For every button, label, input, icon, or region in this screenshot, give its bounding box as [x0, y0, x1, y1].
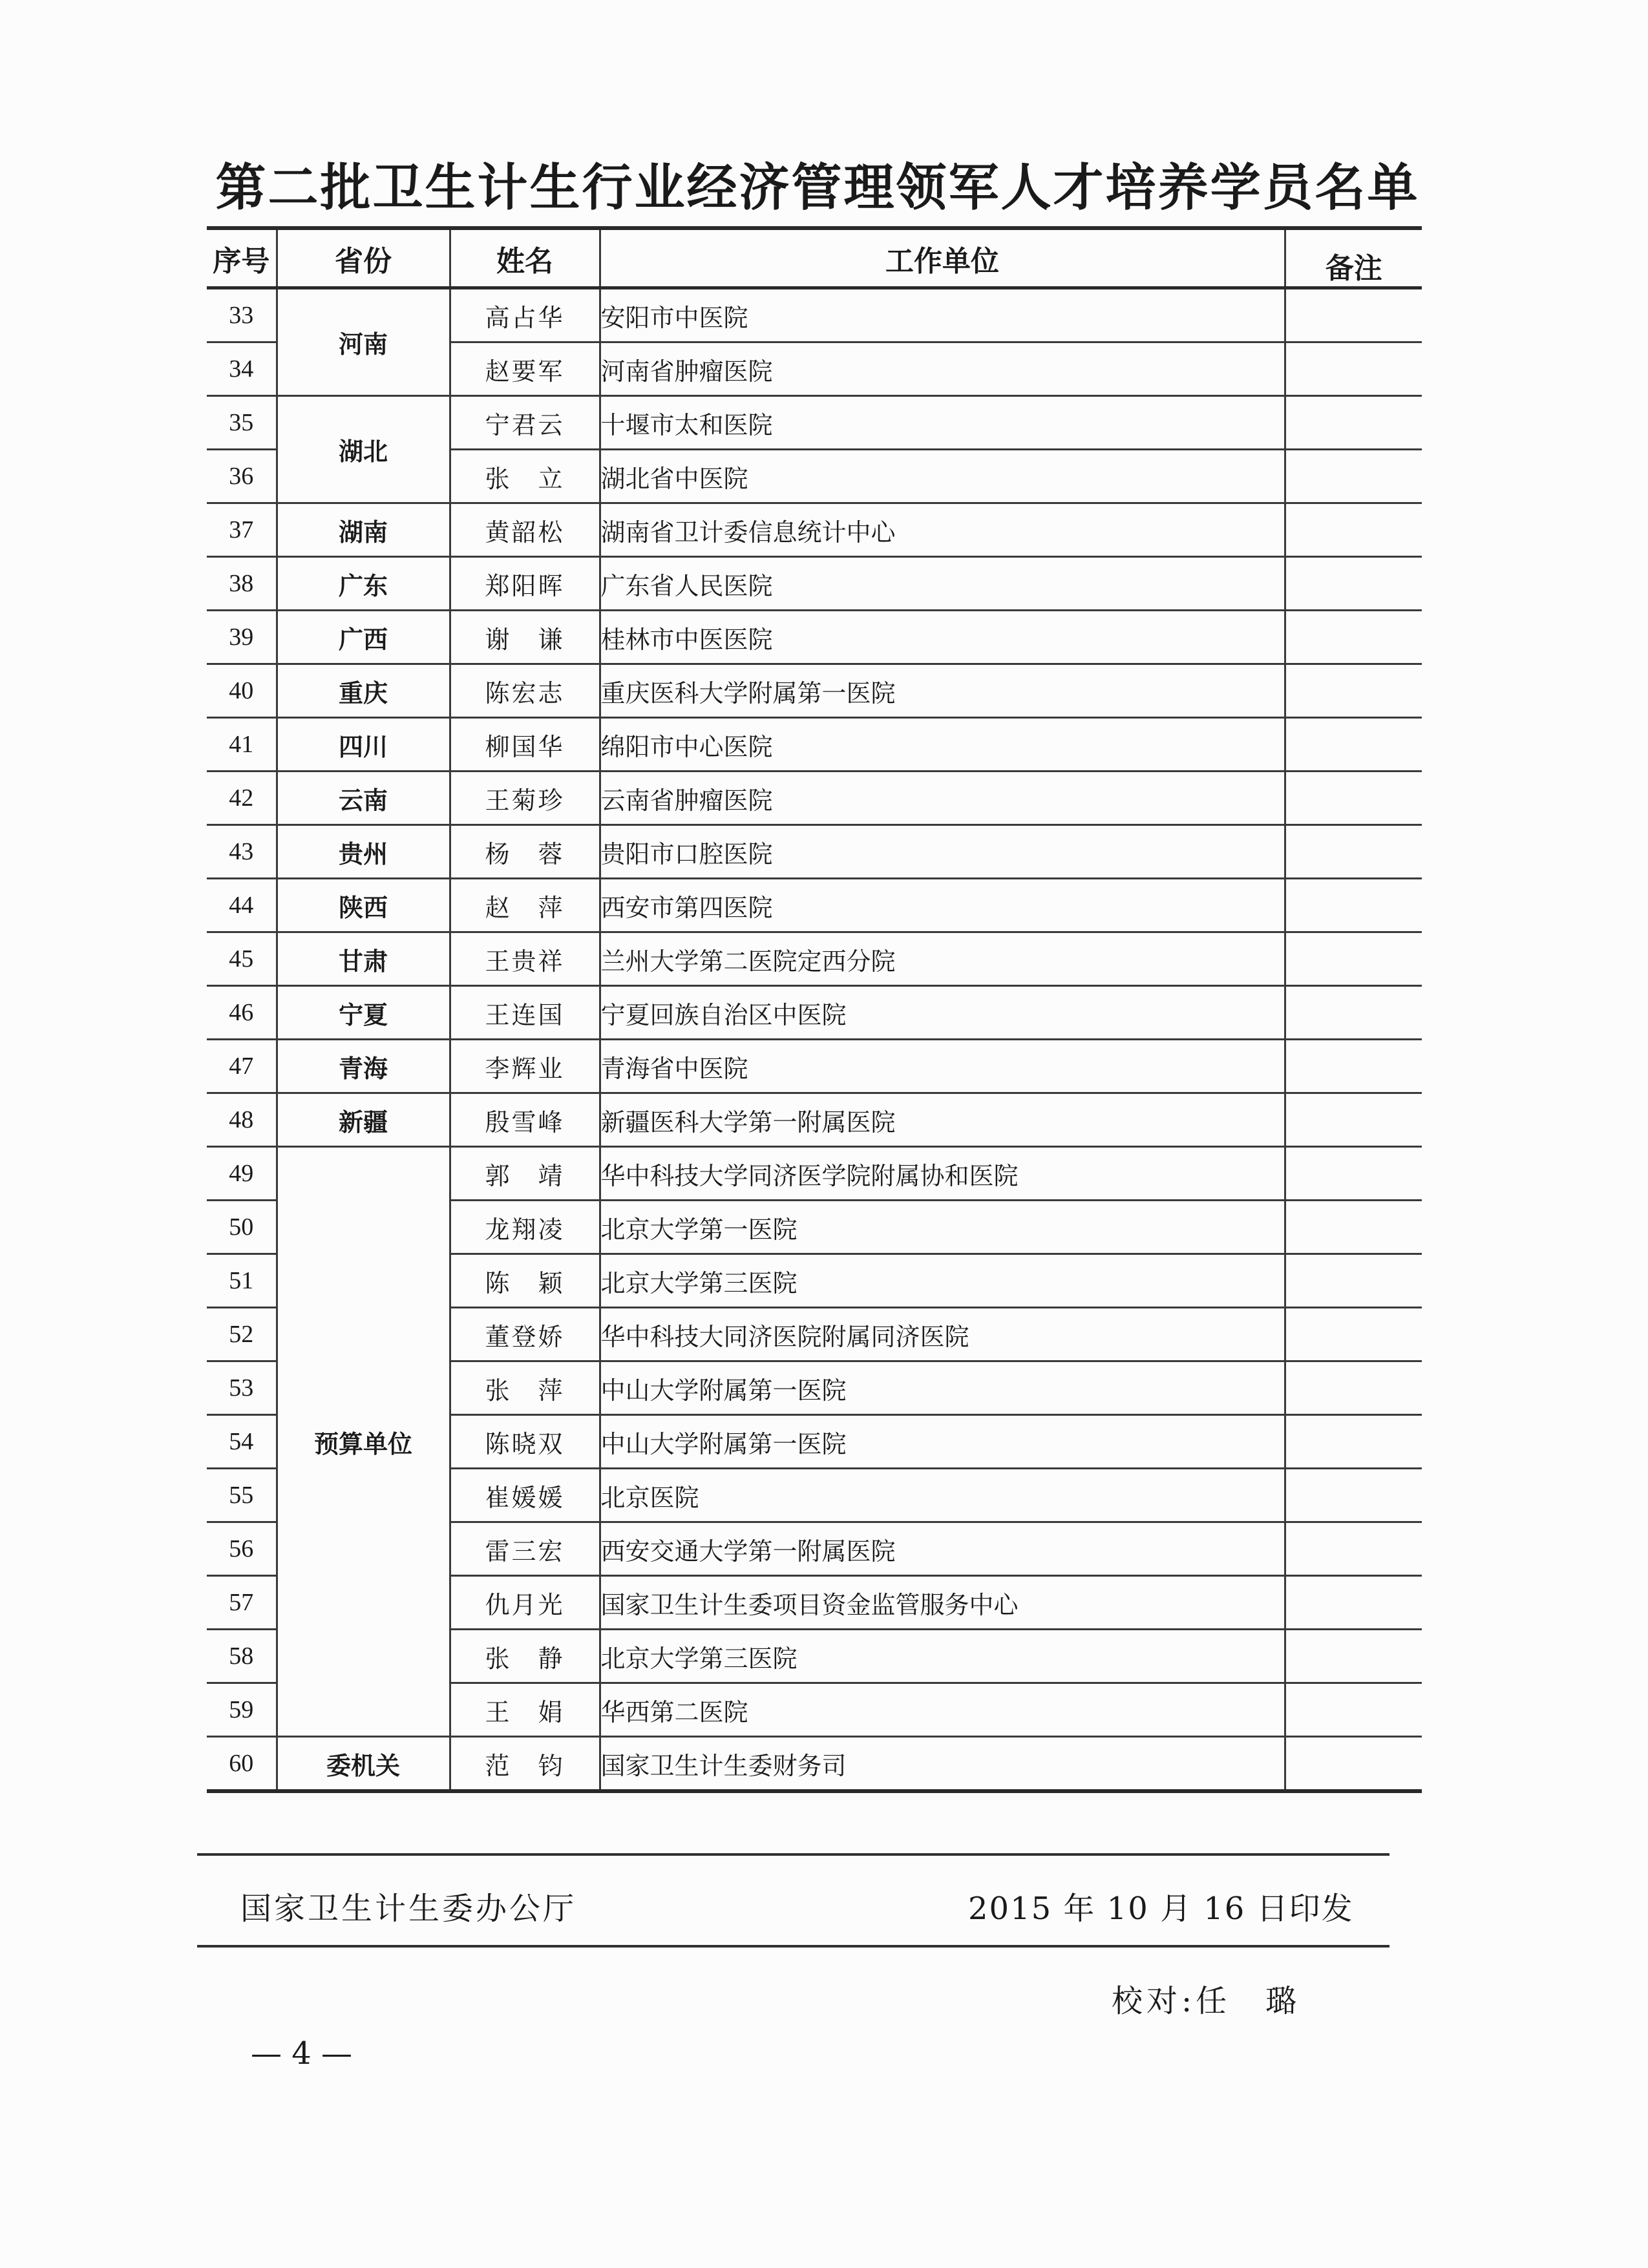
work-unit: 国家卫生计生委项目资金监管服务中心 — [600, 1576, 1285, 1630]
trainee-name: 董登娇 — [450, 1308, 600, 1361]
work-unit: 华西第二医院 — [600, 1683, 1285, 1737]
province-cell: 甘肃 — [277, 932, 450, 986]
trainee-name: 陈 颖 — [450, 1254, 600, 1308]
province-cell: 云南 — [277, 772, 450, 825]
work-unit: 兰州大学第二医院定西分院 — [600, 932, 1285, 986]
province-cell: 重庆 — [277, 664, 450, 718]
row-number: 50 — [207, 1201, 277, 1254]
work-unit: 新疆医科大学第一附属医院 — [600, 1093, 1285, 1147]
work-unit: 华中科技大学同济医学院附属协和医院 — [600, 1147, 1285, 1201]
work-unit: 西安市第四医院 — [600, 879, 1285, 932]
province-cell: 广东 — [277, 557, 450, 611]
remark-cell — [1285, 1415, 1422, 1469]
remark-cell — [1285, 986, 1422, 1040]
footer-rule-bottom — [197, 1945, 1389, 1948]
row-number: 34 — [207, 342, 277, 396]
trainee-name: 郭 靖 — [450, 1147, 600, 1201]
row-number: 52 — [207, 1308, 277, 1361]
province-cell: 委机关 — [277, 1737, 450, 1792]
trainee-name: 崔媛媛 — [450, 1469, 600, 1522]
trainee-name: 仇月光 — [450, 1576, 600, 1630]
table-row — [207, 718, 1422, 772]
document-title: 第二批卫生计生行业经济管理领军人才培养学员名单 — [215, 159, 1420, 217]
province-cell: 河南 — [277, 288, 450, 396]
table-row — [207, 986, 1422, 1040]
work-unit: 北京大学第三医院 — [600, 1254, 1285, 1308]
table-row — [207, 1093, 1422, 1147]
remark-cell — [1285, 288, 1422, 342]
remark-cell — [1285, 718, 1422, 772]
trainee-name: 张 立 — [450, 450, 600, 503]
work-unit: 华中科技大同济医院附属同济医院 — [600, 1308, 1285, 1361]
work-unit: 宁夏回族自治区中医院 — [600, 986, 1285, 1040]
remark-cell — [1285, 450, 1422, 503]
work-unit: 北京医院 — [600, 1469, 1285, 1522]
province-cell: 广西 — [277, 611, 450, 664]
remark-cell — [1285, 1576, 1422, 1630]
row-number: 49 — [207, 1147, 277, 1201]
table-row — [207, 1737, 1422, 1792]
work-unit: 国家卫生计生委财务司 — [600, 1737, 1285, 1792]
row-number: 59 — [207, 1683, 277, 1737]
header-no: 序号 — [207, 228, 277, 288]
work-unit: 中山大学附属第一医院 — [600, 1361, 1285, 1415]
work-unit: 安阳市中医院 — [600, 288, 1285, 342]
remark-cell — [1285, 664, 1422, 718]
province-cell: 陕西 — [277, 879, 450, 932]
trainee-table — [207, 226, 1422, 1793]
header-remark: 备注 — [1285, 228, 1422, 288]
trainee-name: 殷雪峰 — [450, 1093, 600, 1147]
remark-cell — [1285, 396, 1422, 450]
proofreader-text: 校对:任 璐 — [1112, 1983, 1301, 2019]
work-unit: 重庆医科大学附属第一医院 — [600, 664, 1285, 718]
trainee-name: 龙翔凌 — [450, 1201, 600, 1254]
trainee-name: 雷三宏 — [450, 1522, 600, 1576]
row-number: 48 — [207, 1093, 277, 1147]
header-name: 姓名 — [450, 228, 600, 288]
remark-cell — [1285, 932, 1422, 986]
remark-cell — [1285, 1147, 1422, 1201]
work-unit: 湖南省卫计委信息统计中心 — [600, 503, 1285, 557]
trainee-name: 杨 蓉 — [450, 825, 600, 879]
issue-date: 2015 年 10 月 16 日印发 — [968, 1891, 1354, 1927]
row-number: 45 — [207, 932, 277, 986]
issuer-text: 国家卫生计生委办公厅 — [240, 1891, 577, 1927]
row-number: 35 — [207, 396, 277, 450]
row-number: 38 — [207, 557, 277, 611]
row-number: 54 — [207, 1415, 277, 1469]
remark-cell — [1285, 1361, 1422, 1415]
table-row — [207, 825, 1422, 879]
row-number: 33 — [207, 288, 277, 342]
work-unit: 贵阳市口腔医院 — [600, 825, 1285, 879]
work-unit: 河南省肿瘤医院 — [600, 342, 1285, 396]
remark-cell — [1285, 557, 1422, 611]
work-unit: 湖北省中医院 — [600, 450, 1285, 503]
row-number: 42 — [207, 772, 277, 825]
remark-cell — [1285, 1630, 1422, 1683]
trainee-name: 陈宏志 — [450, 664, 600, 718]
province-cell: 预算单位 — [277, 1147, 450, 1737]
work-unit: 云南省肿瘤医院 — [600, 772, 1285, 825]
trainee-name: 王 娟 — [450, 1683, 600, 1737]
table-row — [207, 932, 1422, 986]
row-number: 53 — [207, 1361, 277, 1415]
row-number: 37 — [207, 503, 277, 557]
table-header-row — [207, 228, 1422, 288]
work-unit: 桂林市中医医院 — [600, 611, 1285, 664]
trainee-name: 张 萍 — [450, 1361, 600, 1415]
row-number: 43 — [207, 825, 277, 879]
remark-cell — [1285, 1201, 1422, 1254]
table-row — [207, 1040, 1422, 1093]
province-cell: 新疆 — [277, 1093, 450, 1147]
work-unit: 十堰市太和医院 — [600, 396, 1285, 450]
page-number: — 4 — — [251, 2035, 353, 2072]
row-number: 40 — [207, 664, 277, 718]
trainee-name: 高占华 — [450, 288, 600, 342]
trainee-name: 谢 谦 — [450, 611, 600, 664]
work-unit: 青海省中医院 — [600, 1040, 1285, 1093]
table-row — [207, 503, 1422, 557]
province-cell: 宁夏 — [277, 986, 450, 1040]
row-number: 36 — [207, 450, 277, 503]
work-unit: 西安交通大学第一附属医院 — [600, 1522, 1285, 1576]
footer-rule-top — [197, 1853, 1389, 1856]
trainee-name: 王连国 — [450, 986, 600, 1040]
trainee-name: 宁君云 — [450, 396, 600, 450]
remark-cell — [1285, 611, 1422, 664]
trainee-name: 赵要军 — [450, 342, 600, 396]
trainee-name: 柳国华 — [450, 718, 600, 772]
remark-cell — [1285, 1683, 1422, 1737]
province-cell: 贵州 — [277, 825, 450, 879]
remark-cell — [1285, 1093, 1422, 1147]
province-cell: 湖北 — [277, 396, 450, 503]
remark-cell — [1285, 1522, 1422, 1576]
table-row — [207, 879, 1422, 932]
row-number: 55 — [207, 1469, 277, 1522]
remark-cell — [1285, 825, 1422, 879]
work-unit: 中山大学附属第一医院 — [600, 1415, 1285, 1469]
work-unit: 广东省人民医院 — [600, 557, 1285, 611]
province-cell: 湖南 — [277, 503, 450, 557]
header-unit: 工作单位 — [600, 228, 1285, 288]
row-number: 44 — [207, 879, 277, 932]
trainee-name: 陈晓双 — [450, 1415, 600, 1469]
table-row — [207, 396, 1422, 450]
remark-cell — [1285, 503, 1422, 557]
province-cell: 青海 — [277, 1040, 450, 1093]
trainee-name: 郑阳晖 — [450, 557, 600, 611]
trainee-name: 范 钧 — [450, 1737, 600, 1792]
remark-cell — [1285, 1737, 1422, 1792]
table-row — [207, 1147, 1422, 1201]
row-number: 57 — [207, 1576, 277, 1630]
trainee-name: 王菊珍 — [450, 772, 600, 825]
row-number: 41 — [207, 718, 277, 772]
remark-cell — [1285, 879, 1422, 932]
table-row — [207, 772, 1422, 825]
remark-cell — [1285, 342, 1422, 396]
remark-cell — [1285, 1469, 1422, 1522]
work-unit: 绵阳市中心医院 — [600, 718, 1285, 772]
row-number: 47 — [207, 1040, 277, 1093]
row-number: 60 — [207, 1737, 277, 1792]
remark-cell — [1285, 1308, 1422, 1361]
trainee-name: 张 静 — [450, 1630, 600, 1683]
header-province: 省份 — [277, 228, 450, 288]
work-unit: 北京大学第一医院 — [600, 1201, 1285, 1254]
trainee-name: 王贵祥 — [450, 932, 600, 986]
remark-cell — [1285, 772, 1422, 825]
province-cell: 四川 — [277, 718, 450, 772]
table-body — [207, 288, 1422, 1792]
row-number: 56 — [207, 1522, 277, 1576]
trainee-name: 赵 萍 — [450, 879, 600, 932]
row-number: 46 — [207, 986, 277, 1040]
trainee-name: 李辉业 — [450, 1040, 600, 1093]
remark-cell — [1285, 1254, 1422, 1308]
remark-cell — [1285, 1040, 1422, 1093]
row-number: 51 — [207, 1254, 277, 1308]
table-row — [207, 557, 1422, 611]
table-row — [207, 611, 1422, 664]
row-number: 39 — [207, 611, 277, 664]
work-unit: 北京大学第三医院 — [600, 1630, 1285, 1683]
trainee-name: 黄韶松 — [450, 503, 600, 557]
row-number: 58 — [207, 1630, 277, 1683]
table-row — [207, 288, 1422, 342]
table-row — [207, 664, 1422, 718]
